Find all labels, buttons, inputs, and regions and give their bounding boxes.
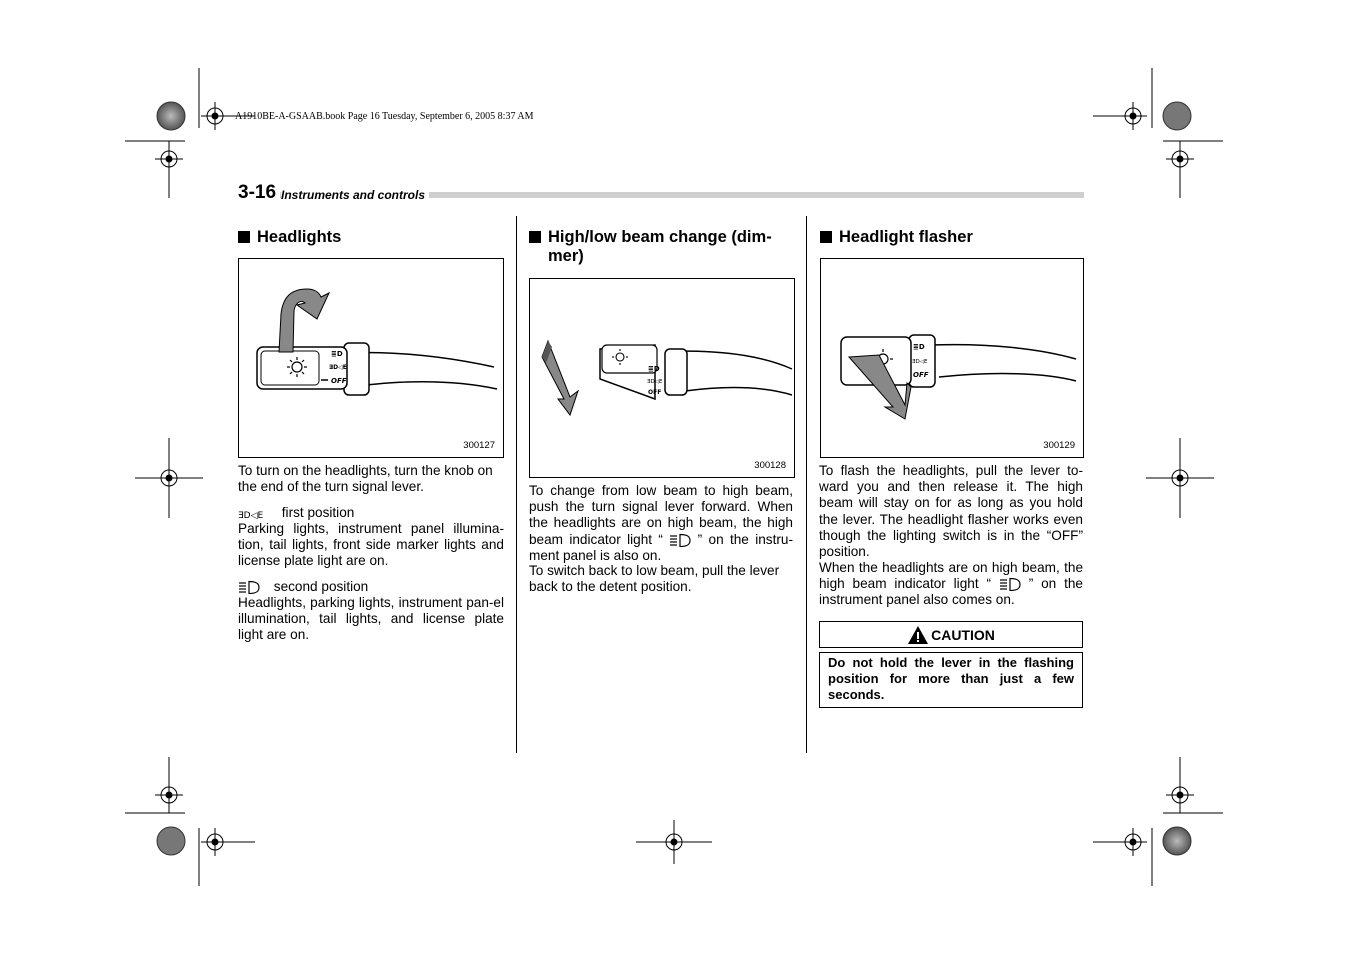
column-divider [806,216,807,753]
parking-light-icon [238,508,268,520]
first-position-label: first position [281,505,355,520]
figure-number: 300129 [1043,440,1075,451]
off-mark: OFF [648,389,662,396]
first-position-text: Parking lights, instrument panel illumina-tion, tail lights, front side marker lights and license plate light are on. [238,521,504,569]
warning-triangle-icon [907,625,929,645]
flasher-heading: Headlight flasher [820,228,1084,247]
high-beam-icon [999,577,1021,591]
lever-push-illustration [530,279,794,477]
svg-text:≣D: ≣D [648,365,660,373]
second-position-text: Headlights, parking lights, instrument pan-el illumination, tail lights, and license plate light are on. [238,595,504,643]
svg-text:∃D◁E: ∃D◁E [912,359,928,365]
headlights-intro: To turn on the headlights, turn the knob on the end of the turn signal lever. [238,463,493,495]
flasher-paragraph-2: When the headlights are on high beam, the high beam indicator light “ ” on the instrument panel also comes on. [819,560,1083,608]
dimmer-paragraph-1: To change from low beam to high beam, push the turn signal lever forward. When the headlights are on high beam, the high beam indicator light “ ” on the instru-ment panel is also on. [529,483,793,563]
second-position-line [238,579,368,595]
figure-number: 300128 [754,460,786,471]
flasher-figure [820,258,1084,458]
dimmer-paragraph-2: To switch back to low beam, pull the lever back to the detent position. [529,563,780,595]
second-position-label: second position [273,579,369,594]
figure-number: 300127 [463,440,495,451]
caution-header: CAUTION [819,621,1083,648]
headlights-heading: Headlights [238,228,508,247]
lever-knob-illustration [239,259,503,457]
section-title: Instruments and controls [281,188,429,202]
flasher-paragraph-1: To flash the headlights, pull the lever to-ward you and then release it. The high beam will stay on for as long as you hold the lever. The headlight flasher works even though the lighting switch is in the “OFF” position. [819,463,1083,560]
svg-text:∃D◁E: ∃D◁E [238,511,264,520]
lever-pull-illustration [821,259,1083,457]
first-position-line [238,505,354,521]
off-mark: OFF [331,377,347,385]
high-beam-icon [669,533,691,547]
svg-text:∃D◁E: ∃D◁E [647,379,663,385]
svg-text:∃D◁E: ∃D◁E [329,364,347,371]
book-info: A1910BE-A-GSAAB.book Page 16 Tuesday, September 6, 2005 8:37 AM [235,111,534,122]
caution-body: Do not hold the lever in the flashing position for more than just a few seconds. [819,652,1083,708]
off-mark: OFF [913,371,929,379]
headlights-figure [238,258,504,458]
column-divider [516,216,517,753]
svg-text:≣D: ≣D [913,343,925,351]
page-number: 3-16 [238,182,280,204]
square-bullet-icon [820,231,832,243]
high-beam-icon [238,580,260,594]
dimmer-heading: High/low beam change (dim-mer) [529,228,795,266]
svg-text:≣D: ≣D [331,350,343,358]
square-bullet-icon [529,231,541,243]
square-bullet-icon [238,231,250,243]
dimmer-figure [529,278,795,478]
